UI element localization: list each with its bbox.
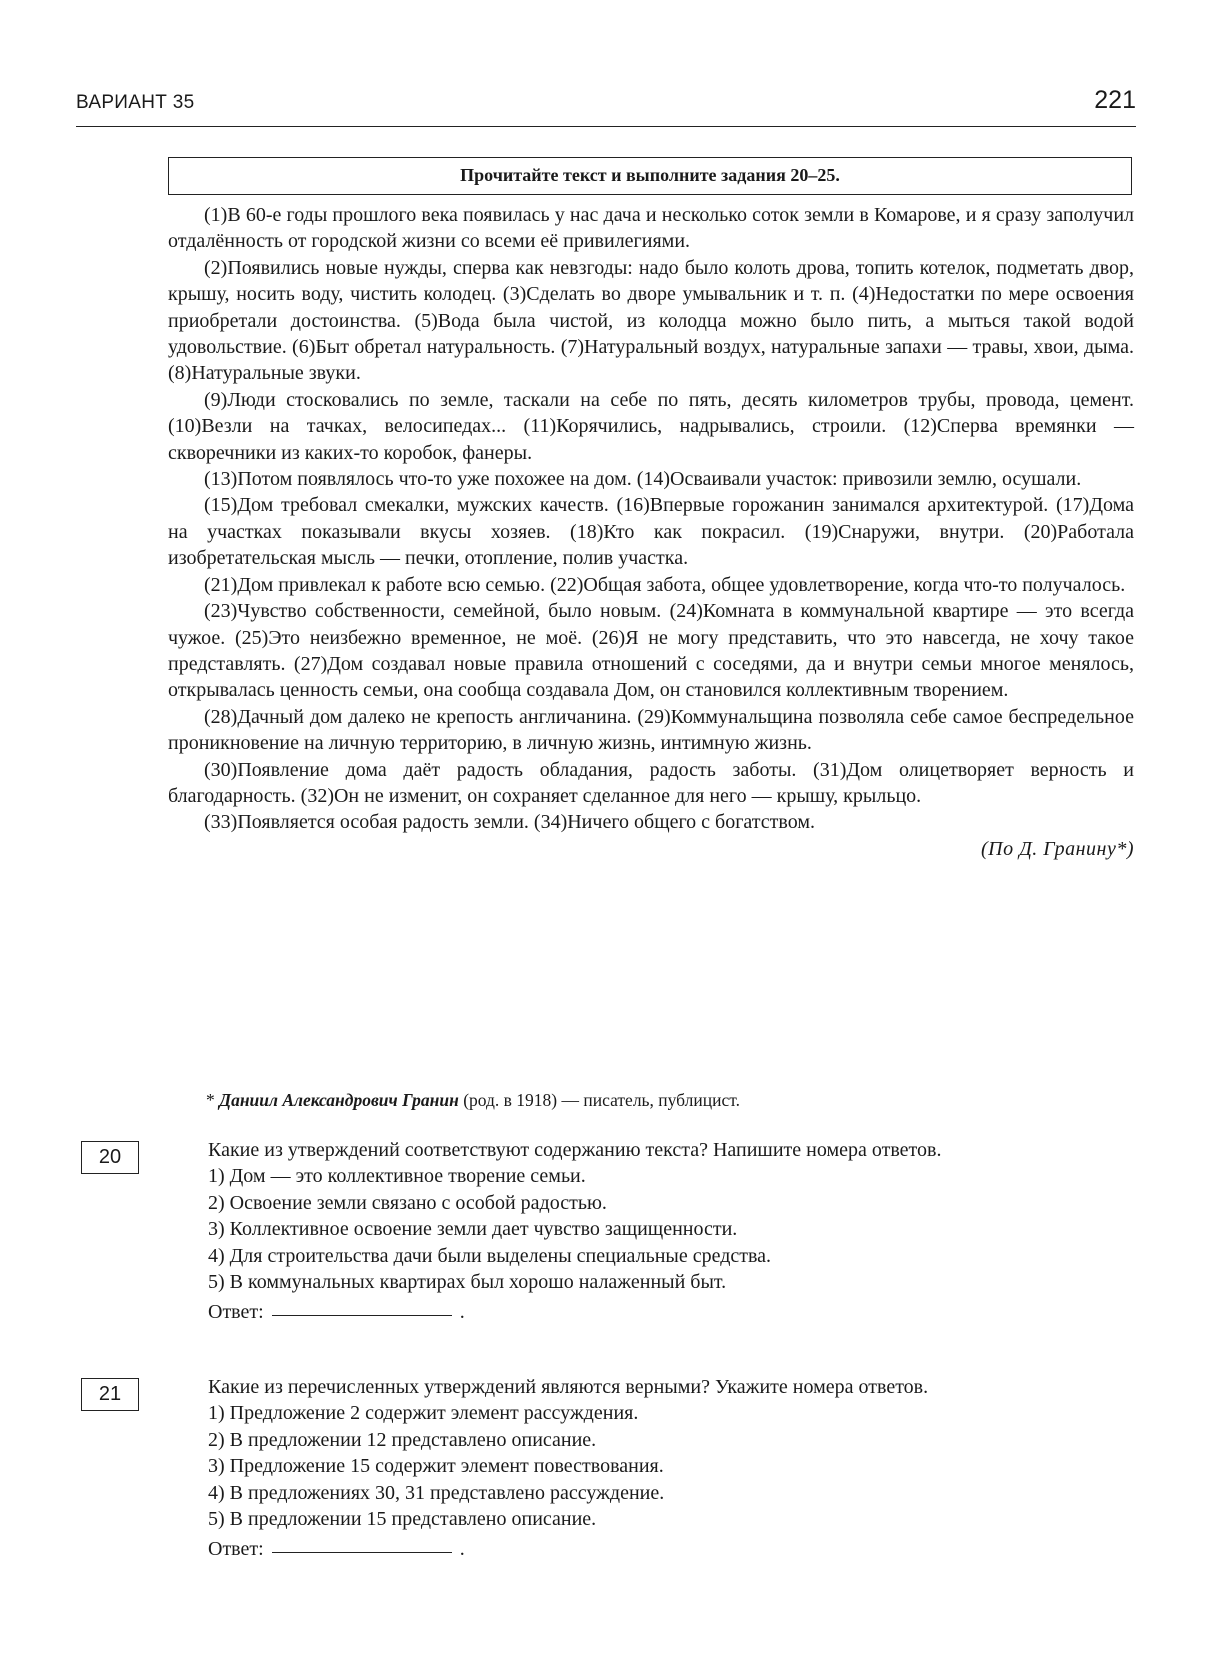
task-21	[168, 1374, 1134, 1563]
reading-passage	[168, 202, 1134, 862]
passage-paragraph: (9)Люди стосковались по земле, таскали на себе по пять, десять километров трубы, провода, цемент. (10)Везли на тачках, велосипедах... (11)Корячились, надрывались, строили. (12)Сперва времянки — скворечники из каких-то коробок, фанеры.	[168, 388, 1134, 464]
task-option: 2) В предложении 12 представлено описание.	[208, 1428, 597, 1451]
task-option: 5) В коммунальных квартирах был хорошо налаженный быт.	[208, 1271, 727, 1294]
passage-paragraph: (28)Дачный дом далеко не крепость англичанина. (29)Коммунальщина позволяла себе самое беспредельное проникновение на личную территорию, в личную жизнь, интимную жизнь.	[168, 705, 1134, 755]
answer-blank[interactable]	[272, 1552, 452, 1553]
task-20	[168, 1137, 1134, 1326]
task-question: Какие из перечисленных утверждений являются верными? Укажите номера ответов.	[208, 1376, 929, 1398]
passage-attribution: (По Д. Гранину*)	[980, 837, 1134, 860]
answer-label: Ответ:	[208, 1538, 264, 1561]
answer-row: Ответ: .	[208, 1538, 465, 1561]
passage-paragraph: (33)Появляется особая радость земли. (34)Ничего общего с богатством.	[204, 811, 815, 834]
passage-paragraph: (30)Появление дома даёт радость обладания, радость заботы. (31)Дом олицетворяет верность и благодарность. (32)Он не изменит, он сохраняет сделанное для него — крышу, крыльцо.	[168, 758, 1134, 807]
page-number: 221	[1094, 86, 1136, 114]
passage-paragraph: (21)Дом привлекал к работе всю семью. (22)Общая забота, общее удовлетворение, когда что-то получалось.	[204, 573, 1126, 596]
footnote-text: (род. в 1918) — писатель, публицист.	[458, 1090, 740, 1110]
task-option: 3) Предложение 15 содержит элемент повествования.	[208, 1455, 664, 1478]
task-option: 5) В предложении 15 представлено описание.	[208, 1508, 597, 1531]
task-option: 4) В предложениях 30, 31 представлено рассуждение.	[208, 1481, 665, 1504]
answer-blank[interactable]	[272, 1315, 452, 1316]
task-option: 1) Дом — это коллективное творение семьи.	[208, 1165, 586, 1188]
answer-row: Ответ: .	[208, 1301, 465, 1324]
task-option: 1) Предложение 2 содержит элемент рассуждения.	[208, 1402, 639, 1425]
footnote	[206, 1090, 740, 1111]
passage-paragraph: (1)В 60-е годы прошлого века появилась у нас дача и несколько соток земли в Комарове, и я сразу заполучил отдалённость от городской жизни со всеми её привилегиями.	[168, 204, 1134, 253]
instruction-box: Прочитайте текст и выполните задания 20–25.	[168, 157, 1132, 195]
variant-title: ВАРИАНТ 35	[76, 92, 195, 113]
task-options	[168, 1400, 1134, 1532]
passage-paragraph: (2)Появились новые нужды, сперва как невзгоды: надо было колоть дрова, топить котелок, подметать двор, крышу, носить воду, чистить колодец. (3)Сделать во дворе умывальник и т. п. (4)Недостатки по мере освоения приобретали достоинства. (5)Вода была чистой, из колодца можно было пить, а мыться такой водой удовольствие. (6)Быт обретал натуральность. (7)Натуральный воздух, натуральные запахи — травы, хвои, дыма. (8)Натуральные звуки.	[168, 256, 1134, 385]
task-option: 3) Коллективное освоение земли дает чувство защищенности.	[208, 1218, 738, 1241]
task-question: Какие из утверждений соответствуют содержанию текста? Напишите номера ответов.	[208, 1139, 942, 1161]
task-option: 4) Для строительства дачи были выделены специальные средства.	[208, 1244, 772, 1267]
passage-paragraph: (13)Потом появлялось что-то уже похожее на дом. (14)Осваивали участок: привозили землю, осушали.	[204, 468, 1082, 491]
footnote-author: Даниил Александрович Гранин	[219, 1090, 459, 1110]
task-options	[168, 1163, 1134, 1295]
task-number-badge: 20	[81, 1141, 139, 1174]
task-number-badge: 21	[81, 1378, 139, 1411]
footnote-mark: *	[206, 1090, 220, 1110]
passage-paragraph: (23)Чувство собственности, семейной, было новым. (24)Комната в коммунальной квартире — это всегда чужое. (25)Это неизбежно временное, не моё. (26)Я не могу представить, что это навсегда, не хочу такое представлять. (27)Дом создавал новые правила отношений с соседями, да и внутри семьи многое менялось, открывалась ценность семьи, она сообща создавала Дом, он становился коллективным творением.	[168, 600, 1134, 702]
passage-paragraph: (15)Дом требовал смекалки, мужских качеств. (16)Впервые горожанин занимался архитектурой. (17)Дома на участках показывали вкусы хозяев. (18)Кто как покрасил. (19)Снаружи, внутри. (20)Работала изобретательская мысль — печки, отопление, полив участка.	[168, 494, 1134, 570]
answer-label: Ответ:	[208, 1301, 264, 1324]
header-divider	[76, 126, 1136, 127]
task-option: 2) Освоение земли связано с особой радостью.	[208, 1191, 607, 1214]
